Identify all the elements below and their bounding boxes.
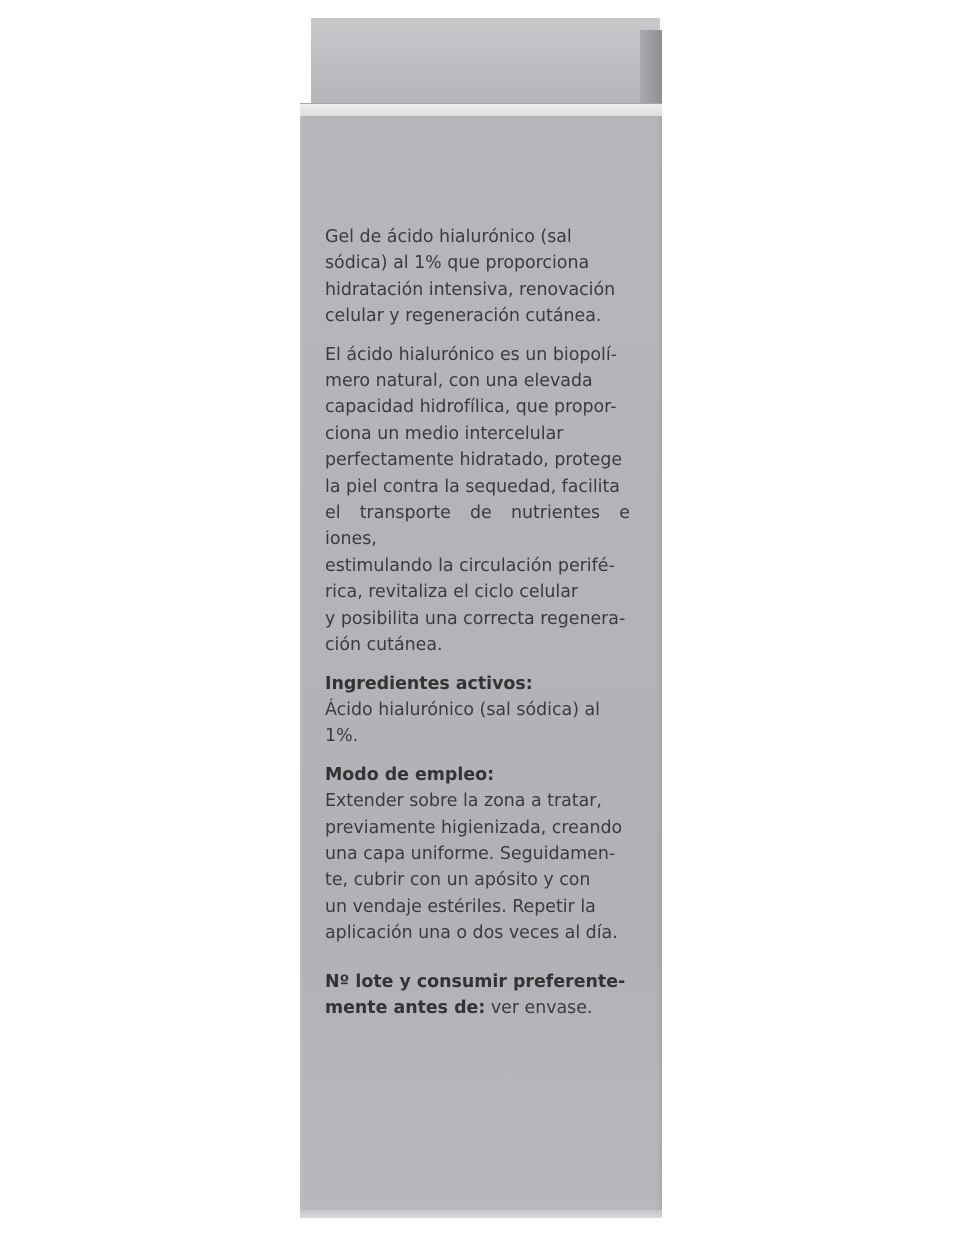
usage-line: previamente higienizada, creando	[325, 817, 623, 838]
description-line: Gel de ácido hialurónico (sal	[325, 227, 572, 247]
info-line: la piel contra la sequedad, facilita	[325, 476, 620, 497]
lot-label-line1: Nº lote y consumir preferente-	[325, 971, 626, 992]
box-text-block	[325, 224, 630, 1033]
info-line: mero natural, con una elevada	[325, 371, 593, 392]
usage-line: aplicación una o dos veces al día.	[325, 923, 618, 944]
product-description	[325, 224, 630, 330]
info-line: el transporte de nutrientes e iones,	[325, 503, 630, 550]
box-bottom-edge	[300, 1210, 662, 1218]
usage-label: Modo de empleo:	[325, 764, 495, 785]
usage-section	[325, 762, 630, 947]
usage-line: un vendaje estériles. Repetir la	[325, 896, 596, 917]
description-line: sódica) al 1% que proporciona	[325, 253, 590, 274]
info-line: ción cutánea.	[325, 635, 443, 656]
info-line: rica, revitaliza el ciclo celular	[325, 582, 579, 603]
ingredients-line: 1%.	[325, 726, 359, 747]
usage-line: te, cubrir con un apósito y con	[325, 870, 591, 891]
usage-line: una capa uniforme. Seguidamen-	[325, 843, 616, 864]
info-line: ciona un medio intercelular	[325, 423, 564, 444]
lot-value: ver envase.	[485, 997, 593, 1018]
info-line: perfectamente hidratado, protege	[325, 450, 623, 471]
ingredients-section	[325, 671, 630, 750]
ingredients-line: Ácido hialurónico (sal sódica) al	[325, 699, 600, 720]
description-line: hidratación intensiva, renovación	[325, 279, 616, 300]
lot-section	[325, 969, 630, 1022]
ingredients-label: Ingredientes activos:	[325, 673, 533, 694]
usage-line: Extender sobre la zona a tratar,	[325, 791, 602, 812]
lot-label-line2: mente antes de:	[325, 997, 486, 1018]
info-line: estimulando la circulación perifé-	[325, 555, 615, 576]
description-line: celular y regeneración cutánea.	[325, 306, 602, 327]
info-line: capacidad hidrofílica, que propor-	[325, 397, 617, 418]
product-info	[325, 342, 630, 659]
info-line: El ácido hialurónico es un biopolí-	[325, 344, 617, 365]
info-line: y posibilita una correcta regenera-	[325, 608, 626, 629]
